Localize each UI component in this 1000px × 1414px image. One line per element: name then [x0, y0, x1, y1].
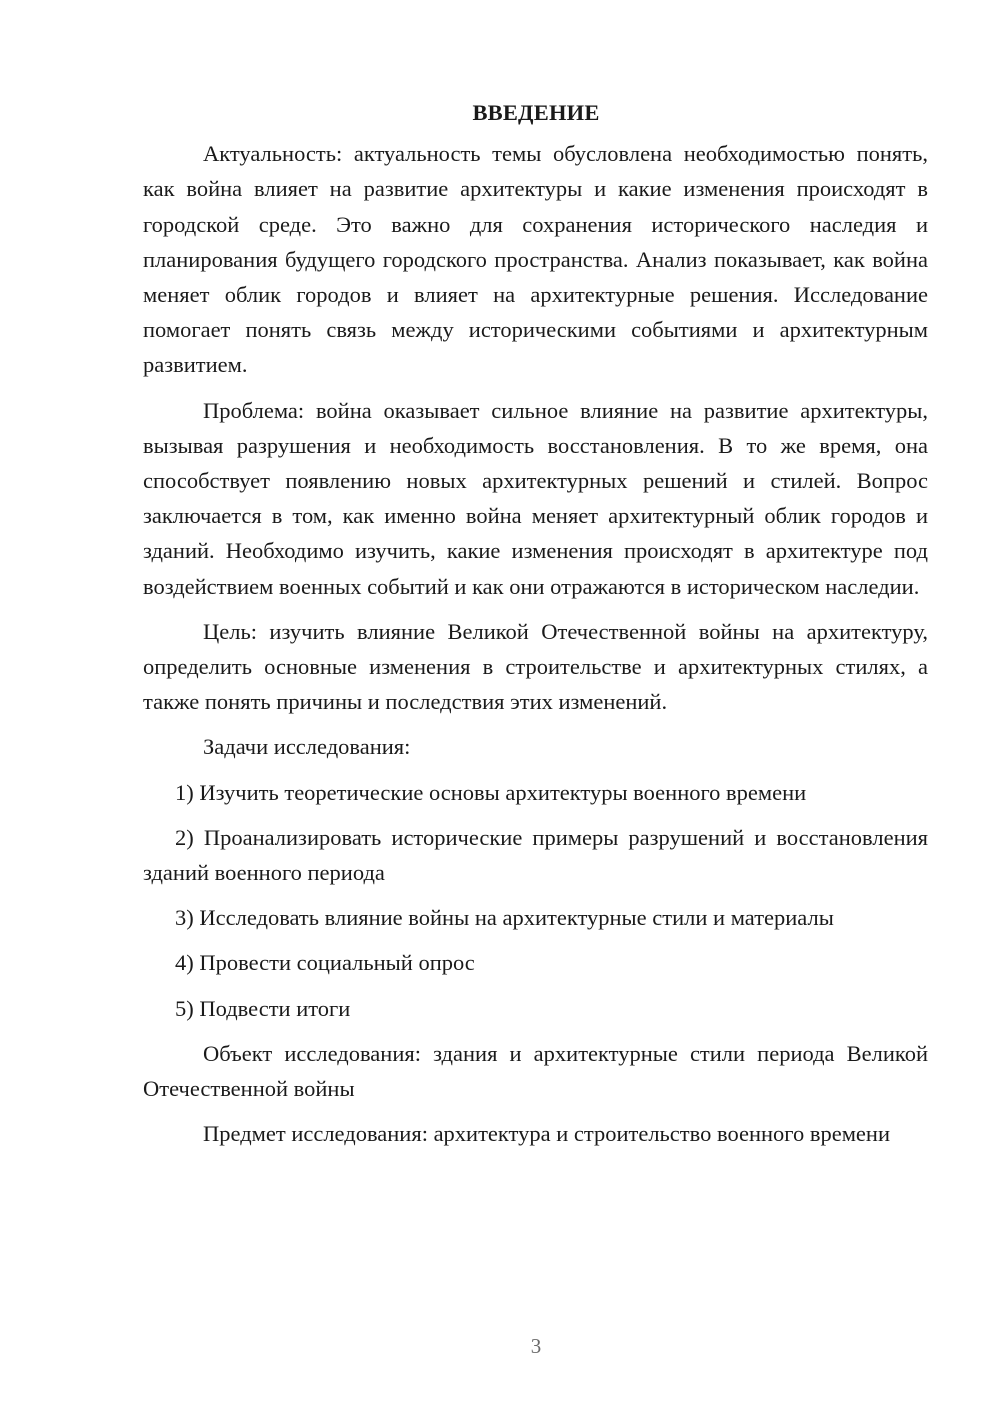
paragraph-subject: Предмет исследования: архитектура и строительство военного времени — [203, 1121, 890, 1147]
task-item-5: 5) Подвести итоги — [175, 995, 351, 1021]
page-content — [143, 95, 928, 1161]
task-item-3: 3) Исследовать влияние войны на архитектурные стили и материалы — [175, 905, 834, 931]
paragraph-relevance: Актуальность: актуальность темы обусловлена необходимостью понять, как война влияет на развитие архитектуры и какие изменения происходят в городской среде. Это важно для сохранения исторического наследия и планирования будущего городского пространства. Анализ показывает, как война меняет облик городов и влияет на архитектурные решения. Исследование помогает понять связь между историческими событиями и архитектурным развитием. — [143, 141, 928, 378]
paragraph-problem: Проблема: война оказывает сильное влияние на развитие архитектуры, вызывая разрушения и необходимость восстановления. В то же время, она способствует появлению новых архитектурных решений и стилей. Вопрос заключается в том, как именно война меняет архитектурный облик городов и зданий. Необходимо изучить, какие изменения происходят в архитектуре под воздействием военных событий и как они отражаются в историческом наследии. — [143, 397, 928, 599]
task-item-4: 4) Провести социальный опрос — [175, 950, 475, 976]
task-item-2: 2) Проанализировать исторические примеры разрушений и восстановления зданий военного периода — [143, 824, 928, 886]
paragraph-goal: Цель: изучить влияние Великой Отечественной войны на архитектуру, определить основные изменения в строительстве и архитектурных стилях, а также понять причины и последствия этих изменений. — [143, 618, 928, 715]
paragraph-object: Объект исследования: здания и архитектурные стили периода Великой Отечественной войны — [143, 1040, 928, 1102]
section-heading: ВВЕДЕНИЕ — [472, 100, 600, 125]
page-number: 3 — [530, 1334, 542, 1358]
task-item-1: 1) Изучить теоретические основы архитектуры военного времени — [175, 779, 807, 805]
tasks-intro: Задачи исследования: — [203, 734, 411, 760]
